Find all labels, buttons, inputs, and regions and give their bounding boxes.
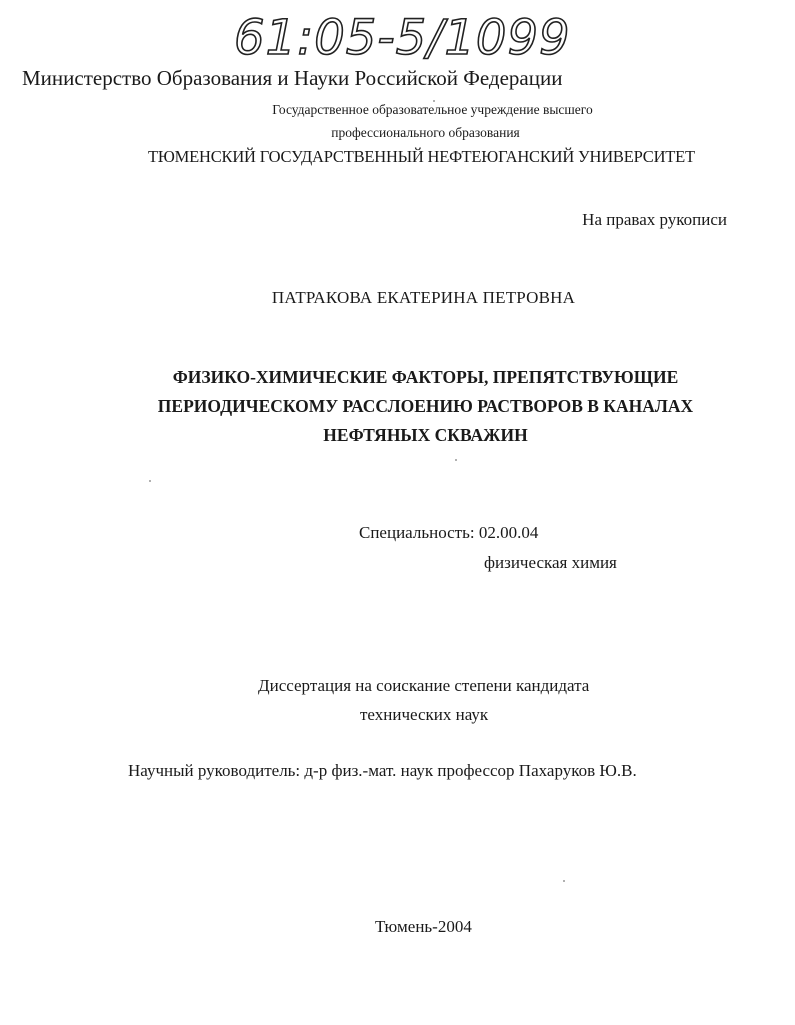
institution-line-1: Государственное образовательное учреждение высшего	[272, 102, 593, 117]
handwritten-catalog-code	[230, 4, 571, 70]
dissertation-title	[28, 363, 795, 450]
scan-speck	[455, 459, 457, 461]
rights-note: На правах рукописи	[582, 210, 727, 229]
handwritten-code-text: 61:05-5/1099	[234, 10, 571, 66]
specialty-name: физическая химия	[484, 553, 617, 572]
handwritten-code-graphic	[230, 4, 571, 70]
university-name: ТЮМЕНСКИЙ ГОСУДАРСТВЕННЫЙ НЕФТЕЮГАНСКИЙ УНИВЕРСИТЕТ	[148, 147, 695, 166]
specialty-code: Специальность: 02.00.04	[359, 523, 539, 542]
degree-line-2: технических наук	[360, 705, 489, 724]
scan-speck	[433, 100, 435, 102]
institution-line-2: профессионального образования	[331, 125, 520, 140]
scan-speck	[563, 880, 565, 882]
ministry-name: Министерство Образования и Науки Российской Федерации	[22, 66, 563, 90]
scientific-supervisor: Научный руководитель: д-р физ.-мат. наук профессор Пахаруков Ю.В.	[128, 761, 637, 780]
city-year: Тюмень-2004	[375, 917, 472, 936]
author-name: ПАТРАКОВА ЕКАТЕРИНА ПЕТРОВНА	[271, 288, 576, 307]
title-line-3: НЕФТЯНЫХ СКВАЖИН	[323, 425, 528, 445]
title-line-2: ПЕРИОДИЧЕСКОМУ РАССЛОЕНИЮ РАСТВОРОВ В КАНАЛАХ	[157, 396, 694, 416]
scan-speck	[149, 480, 151, 482]
title-line-1: ФИЗИКО-ХИМИЧЕСКИЕ ФАКТОРЫ, ПРЕПЯТСТВУЮЩИЕ	[172, 367, 679, 387]
degree-line-1: Диссертация на соискание степени кандидата	[258, 676, 590, 695]
